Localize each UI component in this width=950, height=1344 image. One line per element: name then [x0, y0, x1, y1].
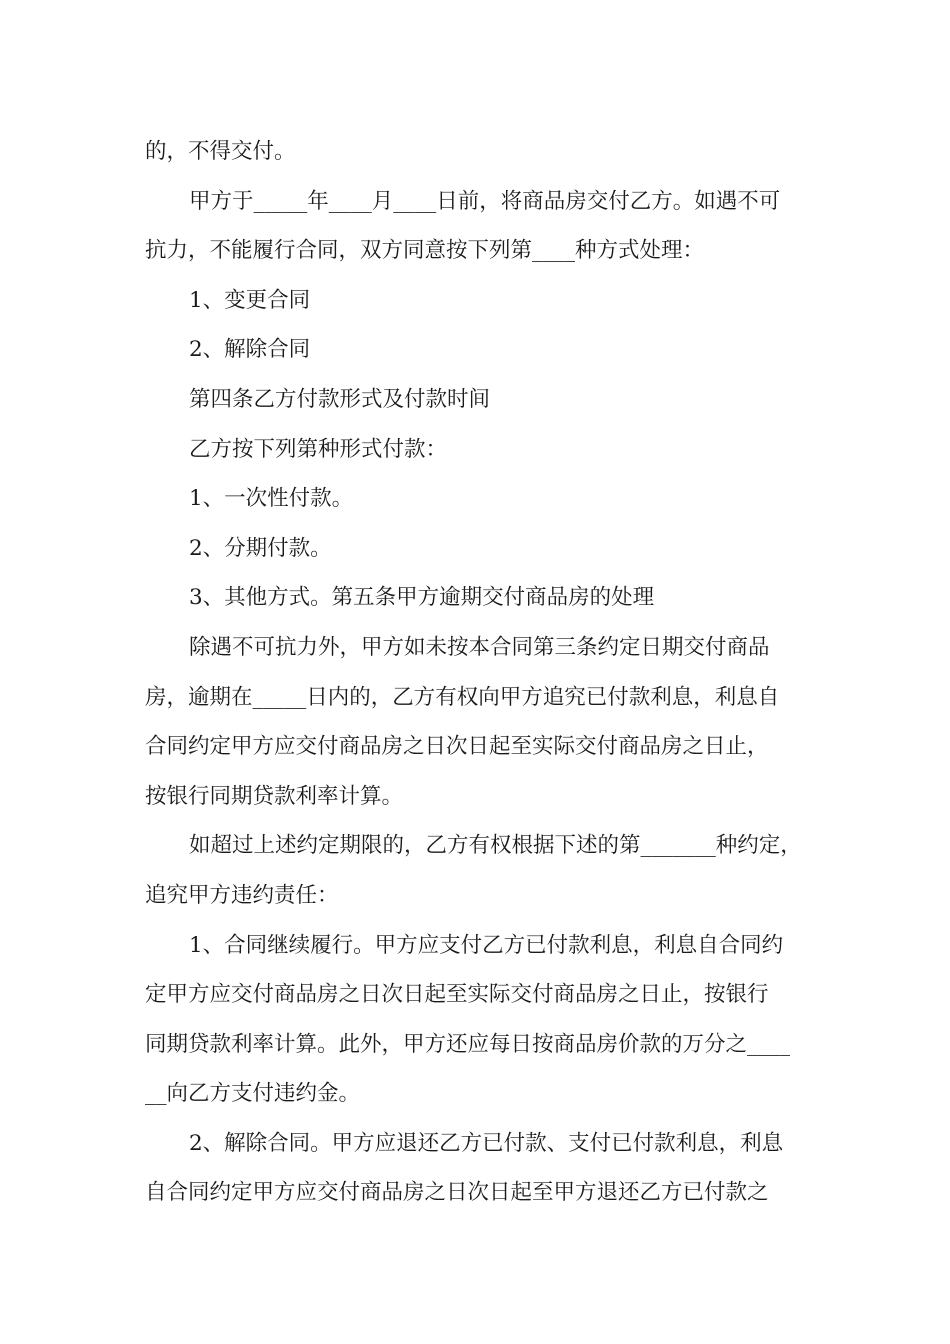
text-line: 自合同约定甲方应交付商品房之日次日起至甲方退还乙方已付款之	[145, 1180, 769, 1206]
text-line: 如超过上述约定期限的，乙方有权根据下述的第_______种约定，	[189, 833, 802, 859]
text-line: 3、其他方式。第五条甲方逾期交付商品房的处理	[189, 585, 655, 611]
text-line: 1、一次性付款。	[189, 486, 354, 512]
text-line: 同期贷款利率计算。此外，甲方还应每日按商品房价款的万分之____	[145, 1031, 791, 1057]
text-line: 房，逾期在_____日内的，乙方有权向甲方追究已付款利息，利息自	[145, 684, 780, 710]
text-line: 抗力，不能履行合同，双方同意按下列第____种方式处理：	[145, 238, 705, 264]
text-line: 1、变更合同	[189, 287, 311, 313]
text-line: __向乙方支付违约金。	[145, 1081, 361, 1107]
text-line: 2、解除合同。甲方应退还乙方已付款、支付已付款利息，利息	[189, 1130, 784, 1156]
document-body	[145, 127, 810, 1218]
text-line: 甲方于_____年____月____日前，将商品房交付乙方。如遇不可	[189, 188, 781, 214]
text-line: 1、合同继续履行。甲方应支付乙方已付款利息，利息自合同约	[189, 932, 784, 958]
text-line: 合同约定甲方应交付商品房之日次日起至实际交付商品房之日止，	[145, 734, 769, 760]
text-line: 的，不得交付。	[145, 139, 296, 164]
text-line: 2、分期付款。	[189, 535, 332, 561]
text-line: 定甲方应交付商品房之日次日起至实际交付商品房之日止，按银行	[145, 982, 769, 1008]
text-line: 第四条乙方付款形式及付款时间	[189, 386, 491, 412]
text-line: 乙方按下列第种形式付款：	[189, 436, 448, 462]
text-line: 追究甲方违约责任：	[145, 882, 339, 908]
text-line: 按银行同期贷款利率计算。	[145, 783, 404, 809]
text-line: 2、解除合同	[189, 337, 311, 363]
text-line: 除遇不可抗力外，甲方如未按本合同第三条约定日期交付商品	[189, 634, 770, 660]
